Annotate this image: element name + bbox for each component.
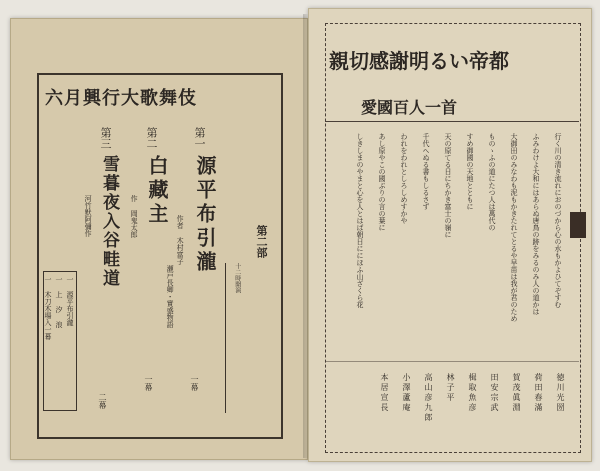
poem-line: われをわれとしろしめすかや bbox=[400, 133, 408, 224]
page-title bbox=[329, 45, 565, 74]
act-credit: 作者 木村富子 bbox=[176, 215, 185, 265]
act-credit: 河竹默阿彌作 bbox=[84, 195, 93, 237]
part-label: 第二部 bbox=[255, 225, 268, 258]
act-count: 一幕 bbox=[144, 375, 153, 391]
act-title: 雪暮夜入谷畦道 bbox=[99, 155, 119, 288]
poem-line: ものゝふの道にたつ人は萬代の bbox=[488, 133, 496, 231]
poet-name: 小澤蘆庵 bbox=[402, 373, 411, 413]
title-divider bbox=[325, 121, 579, 122]
poem-line: ふみわけよ大和にはあらぬ唐鳥の跡をみるのみ人の道かは bbox=[532, 133, 540, 315]
act-number: 第一 bbox=[193, 127, 206, 149]
poet-name: 高山彦九郎 bbox=[424, 373, 433, 423]
left-page bbox=[10, 18, 308, 460]
program-frame bbox=[37, 73, 283, 439]
part-note: 十二時開演 bbox=[233, 263, 241, 293]
page-subtitle bbox=[361, 95, 531, 118]
poem-line: 大御田のみなわも泥もかきたれてとるや早苗は我が君のため bbox=[510, 133, 518, 322]
act-title: 白藏主 bbox=[145, 155, 169, 227]
program-divider bbox=[225, 263, 226, 413]
act-subtitle: 瀬戸長卿・實盛物語 bbox=[166, 265, 175, 328]
poem-columns bbox=[341, 133, 561, 353]
poet-name: 荷田春滿 bbox=[534, 373, 543, 413]
poet-name: 林子平 bbox=[446, 373, 455, 403]
poet-name: 楫取魚彦 bbox=[468, 373, 477, 413]
poet-name: 田安宗武 bbox=[490, 373, 499, 413]
program-header-text: 六月興行大歌舞伎 bbox=[45, 88, 197, 109]
extra-item: 一 上 汐 浪 bbox=[55, 276, 63, 328]
poem-line: あし原やこの國ぶりの言の葉に bbox=[378, 133, 386, 231]
act-title: 源平布引瀧 bbox=[193, 155, 217, 275]
poem-line: すめ御國の天地とともに bbox=[466, 133, 474, 210]
poet-name: 本居宣長 bbox=[380, 373, 389, 413]
act-number: 第三 bbox=[99, 127, 112, 149]
poet-name: 徳川光圀 bbox=[556, 373, 565, 413]
act-item bbox=[97, 127, 122, 288]
page-title-text: 親切感謝明るい帝都 bbox=[329, 49, 509, 73]
poem-line: 千代へぬる書もしるさず bbox=[422, 133, 430, 210]
act-count: 二幕 bbox=[98, 393, 107, 409]
extra-item: 一 源平布引瀧 bbox=[66, 276, 74, 326]
right-page bbox=[308, 8, 592, 462]
poem-line: しきしまのやまと心を人とはば朝日ににほふ山ざくら花 bbox=[356, 133, 364, 308]
extra-item: 一 木刀木場入一幕 bbox=[44, 276, 52, 340]
extras-box bbox=[43, 271, 77, 411]
program-header bbox=[45, 83, 275, 111]
poem-line: 天の原てる日にちかき富士の嶺に bbox=[444, 133, 452, 238]
act-item bbox=[191, 127, 220, 275]
open-book bbox=[10, 8, 590, 466]
act-credit: 作 岡鬼太郎 bbox=[130, 195, 139, 238]
page-subtitle-text: 愛國百人一首 bbox=[361, 98, 458, 117]
act-count: 一幕 bbox=[190, 375, 199, 391]
poet-divider bbox=[325, 361, 579, 362]
page-tab bbox=[570, 212, 586, 238]
poet-name: 賀茂眞淵 bbox=[512, 373, 521, 413]
act-number: 第二 bbox=[145, 127, 158, 149]
act-item bbox=[143, 127, 172, 227]
poem-line: 行く川の清き流れにおのづから心の水もかよひてぞすむ bbox=[554, 133, 562, 308]
